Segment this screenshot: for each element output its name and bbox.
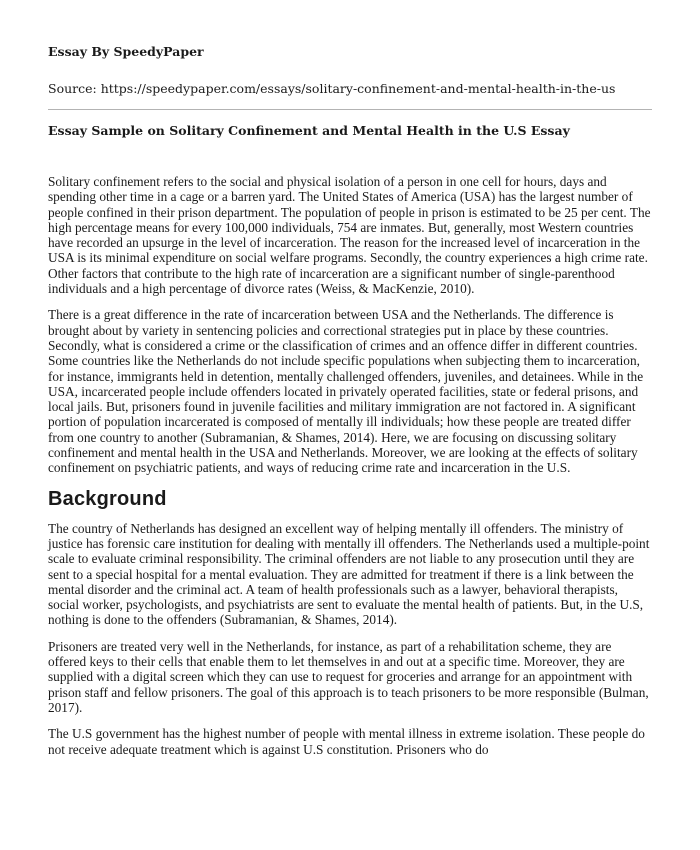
paragraph: The country of Netherlands has designed an excellent way of helping mentally ill offenders. The ministry of justice has forensic care institution for dealing with mentally ill offenders. The Netherlands used a multiple-point scale to evaluate criminal responsibility. The criminal offenders are not liable to any prosecution until they are sent to a special hospital for a mental evaluation. They are admitted for treatment if there is a link between the mental disorder and the criminal act. A team of health professionals such as a lawyer, behavioral therapists, social worker, psychologists, and psychiatrists are sent to evaluate the mental health of patients. But, in the U.S, nothing is done to the offenders (Subramanian, & Shames, 2014). [48,520,650,628]
essay-title: Essay Sample on Solitary Confinement and Mental Health in the U.S Essay [48,123,570,138]
paragraph: There is a great difference in the rate of incarceration between USA and the Netherlands. The difference is brought about by variety in sentencing policies and correctional strategies put in place by these countries. Secondly, what is considered a crime or the classification of crimes and an offence differ in different countries. Some countries like the Netherlands do not include specific populations when subjecting them to incarceration, for instance, immigrants held in detention, mentally challenged offenders, juveniles, and detainees. While in the USA, incarcerated people include offenders located in privately operated facilities, state or federal prisons, and local jails. But, prisoners found in juvenile facilities and military immigration are not factored in. A significant portion of population incarcerated is composed of mentally ill individuals; how these people are treated differ from one country to another (Subramanian, & Shames, 2014). Here, we are focusing on discussing solitary confinement and mental health in the USA and Netherlands. Moreover, we are looking at the effects of solitary confinement on psychiatric patients, and ways of reducing crime rate and incarceration in the U.S. [48,307,644,476]
header-divider [48,109,652,110]
section-heading-background: Background [48,487,167,510]
source-url: Source: https://speedypaper.com/essays/solitary-confinement-and-mental-health-in-the-us [48,81,616,96]
essay-body [48,174,652,757]
paragraph: Prisoners are treated very well in the Netherlands, for instance, as part of a rehabilitation scheme, they are offered keys to their cells that enable them to let themselves in and out at a specific time. Moreover, they are supplied with a digital screen which they can use to request for groceries and arrange for an appointment with prison staff and fellow prisoners. The goal of this approach is to teach prisoners to be more responsible (Bulman, 2017). [48,638,649,715]
paragraph: Solitary confinement refers to the social and physical isolation of a person in one cell for hours, days and spending other time in a cage or a barren yard. The United States of America (USA) has the largest number of people confined in their prison department. The population of people in prison is estimated to be 25 per cent. The high percentage means for every 100,000 individuals, 754 are inmates. But, generally, most Western countries have recorded an upsurge in the level of incarceration. The reason for the increased level of incarceration in the USA is its minimal expenditure on social welfare programs. Secondly, the country experiences a high crime rate. Other factors that contribute to the high rate of incarceration are a significant number of single-parenthood individuals and a high percentage of divorce rates (Weiss, & MacKenzie, 2010). [48,174,651,297]
publisher-name: Essay By SpeedyPaper [48,44,204,59]
paragraph: The U.S government has the highest number of people with mental illness in extreme isolation. These people do not receive adequate treatment which is against U.S constitution. Prisoners who do [48,726,645,757]
